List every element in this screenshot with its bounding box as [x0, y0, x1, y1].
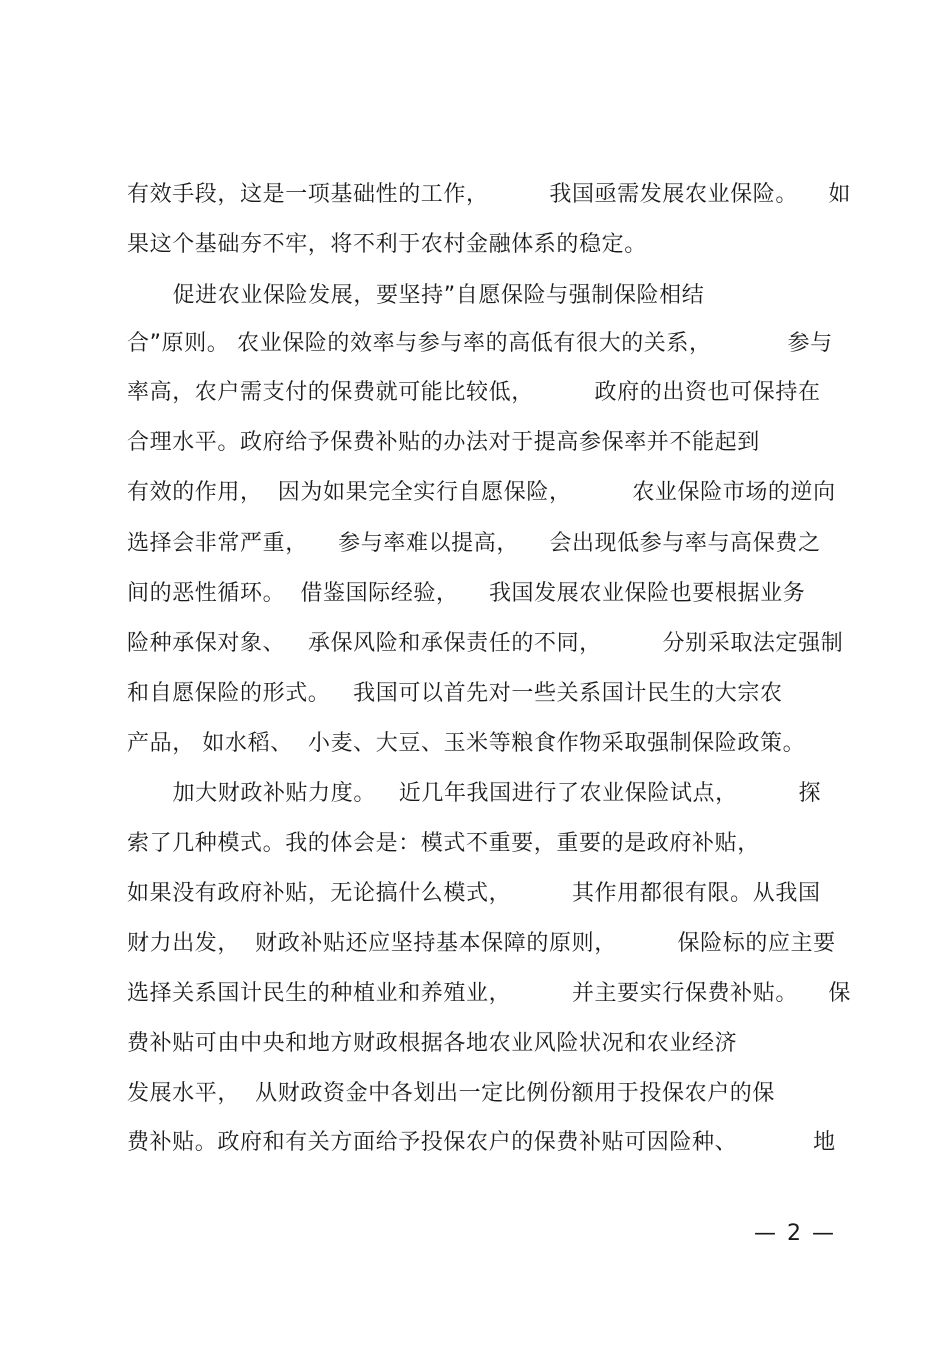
- text-line: 选择会非常严重， 参与率难以提高， 会出现低参与率与高保费之: [127, 531, 821, 556]
- text-line: 如果没有政府补贴，无论搞什么模式， 其作用都很有限。从我国: [127, 881, 821, 906]
- text-line: 加大财政补贴力度。 近几年我国进行了农业保险试点， 探: [127, 781, 822, 806]
- text-line: 选择关系国计民生的种植业和养殖业， 并主要实行保费补贴。 保: [127, 981, 851, 1006]
- page-number: — 2 —: [754, 1221, 836, 1246]
- text-line: 费补贴可由中央和地方财政根据各地农业风险状况和农业经济: [127, 1031, 738, 1056]
- text-line: 财力出发， 财政补贴还应坚持基本保障的原则， 保险标的应主要: [127, 931, 836, 956]
- text-line: 率高，农户需支付的保费就可能比较低， 政府的出资也可保持在: [127, 380, 821, 405]
- text-line: 有效手段，这是一项基础性的工作， 我国亟需发展农业保险。 如: [127, 182, 851, 207]
- text-line: 有效的作用， 因为如果完全实行自愿保险， 农业保险市场的逆向: [127, 480, 836, 505]
- text-line: 间的恶性循环。 借鉴国际经验， 我国发展农业保险也要根据业务: [127, 581, 806, 606]
- text-line: 费补贴。政府和有关方面给予投保农户的保费补贴可因险种、 地: [127, 1130, 836, 1155]
- text-line: 促进农业保险发展，要坚持”自愿保险与强制保险相结: [127, 283, 705, 308]
- text-line: 发展水平， 从财政资金中各划出一定比例份额用于投保农户的保: [127, 1081, 775, 1106]
- text-line: 险种承保对象、 承保风险和承保责任的不同， 分别采取法定强制: [127, 631, 844, 656]
- text-line: 果这个基础夯不牢，将不利于农村金融体系的稳定。: [127, 232, 647, 257]
- text-line: 产品， 如水稻、 小麦、大豆、玉米等粮食作物采取强制保险政策。: [127, 731, 806, 756]
- text-line: 合”原则。 农业保险的效率与参与率的高低有很大的关系， 参与: [127, 331, 833, 356]
- text-line: 和自愿保险的形式。 我国可以首先对一些关系国计民生的大宗农: [127, 681, 783, 706]
- text-line: 索了几种模式。我的体会是：模式不重要，重要的是政府补贴，: [127, 831, 760, 856]
- text-line: 合理水平。政府给予保费补贴的办法对于提高参保率并不能起到: [127, 430, 760, 455]
